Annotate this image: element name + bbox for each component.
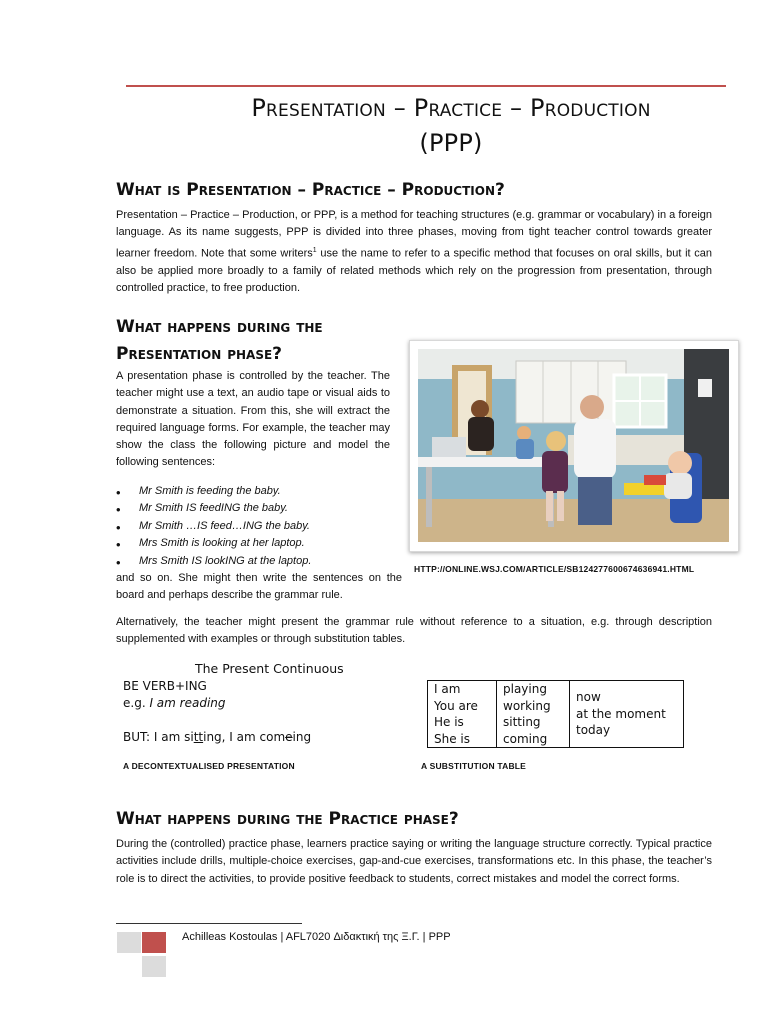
footer-square-gray — [117, 932, 141, 953]
subject-column: I am You are He is She is — [428, 681, 497, 748]
section-paragraph-intro: Presentation – Practice – Production, or PPP, is a method for teaching structures (e.g. grammar or vocabulary) in a foreign language. As its name suggests, PPP is divided into three phases, moving from tight teacher control towards greater learner freedom. Note that some writers$^1$ use the name to refer to a specific method that focuses on oral skills, but it can also be applied more broadly to a family of related methods which rely on the progression from presentation, through controlled practice, to free production. — [116, 209, 712, 294]
decontext-title: The Present Continuous — [195, 661, 344, 676]
family-photo — [409, 340, 739, 552]
photo-caption[interactable]: HTTP://ONLINE.WSJ.COM/ARTICLE/SB124277600674636941.HTML — [414, 564, 695, 574]
presentation-paragraph: A presentation phase is controlled by the teacher. The teacher might use a text, an audio tape or visual aids to demonstrate a situation. From this, she will extract the required language forms. For example, the teacher may show the class the following picture and model the following sentences: — [116, 370, 390, 469]
list-item: • Mr Smith IS feedING the baby. — [116, 500, 406, 517]
substitution-table — [427, 680, 684, 748]
list-item: • Mrs Smith IS lookING at the laptop. — [116, 553, 406, 570]
list-item: • Mrs Smith is looking at her laptop. — [116, 535, 406, 552]
section-heading-what-is-ppp: What is Presentation – Practice – Production? — [116, 180, 505, 200]
footer-text: Achilleas Kostoulas | AFL7020 Διδακτική της Ξ.Γ. | PPP — [182, 931, 451, 943]
footnote-marker[interactable]: 1 — [312, 246, 317, 254]
decontext-caption: A DECONTEXTUALISED PRESENTATION — [123, 761, 295, 771]
family-kitchen-photo — [418, 349, 729, 542]
footer-rule — [116, 923, 302, 924]
footer-square-gray-lower — [142, 956, 166, 977]
example-sentences-list — [116, 483, 406, 570]
decontext-example: e.g. I am reading — [123, 696, 226, 710]
section-heading-practice: What happens during the Practice phase? — [116, 809, 459, 829]
page-title-abbrev: (PPP) — [419, 129, 483, 157]
section-heading-presentation: What happens during the Presentation phase? — [116, 317, 323, 364]
time-column: now at the moment today — [570, 681, 684, 748]
decontext-but-line: BUT: I am sitting, I am comeing — [123, 730, 312, 744]
alternative-paragraph: Alternatively, the teacher might present the grammar rule without reference to a situation, e.g. through description supplemented with examples or through substitution tables. — [116, 616, 712, 646]
after-bullets-paragraph: and so on. She might then write the sentences on the board and perhaps describe the grammar rule. — [116, 572, 402, 602]
verb-column: playing working sitting coming — [497, 681, 570, 748]
list-item: • Mr Smith is feeding the baby. — [116, 483, 406, 500]
decontext-rule: BE VERB+ING — [123, 679, 207, 693]
practice-paragraph: During the (controlled) practice phase, learners practice saying or writing the language structure correctly. Typical practice activities include drills, multiple-choice exercises, gap-and-cue exercises, transformations etc. In this phase, the teacher’s role is to direct the activities, to provide positive feedback to students, correct mistakes and model the correct forms. — [116, 838, 712, 885]
top-rule — [126, 85, 726, 87]
page-title: Presentation – Practice – Production — [251, 94, 651, 122]
substitution-caption: A SUBSTITUTION TABLE — [421, 761, 527, 771]
footer-square-red — [142, 932, 166, 953]
list-item: • Mr Smith …IS feed…ING the baby. — [116, 518, 406, 535]
